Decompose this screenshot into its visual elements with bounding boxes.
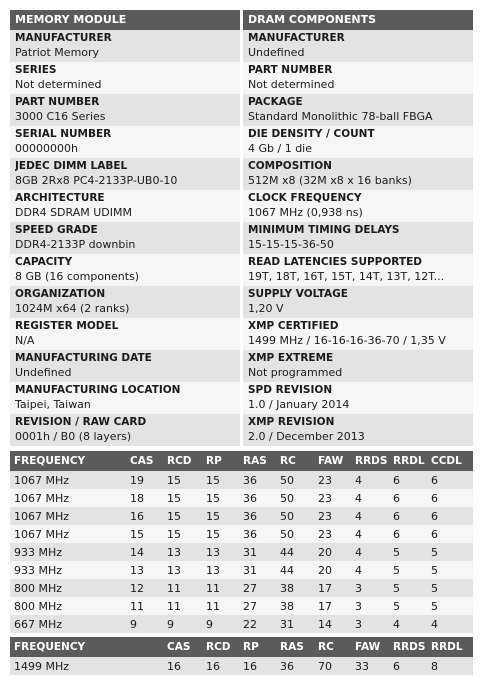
dram-field-value: Not determined: [248, 78, 335, 91]
module-field-row: [10, 190, 240, 222]
module-field-value: 0001h / B0 (8 layers): [15, 430, 132, 443]
jedec-timing-cell: 4: [351, 507, 389, 525]
xmp-timing-cell: 16: [202, 657, 239, 675]
jedec-timing-cell: 13: [163, 543, 202, 561]
dram-field-row: [243, 190, 473, 222]
jedec-timing-cell: 13: [202, 561, 239, 579]
module-field-row: [10, 286, 240, 318]
jedec-timing-cell: 38: [276, 579, 314, 597]
jedec-timing-cell: 4: [351, 525, 389, 543]
jedec-timing-cell: 36: [239, 507, 276, 525]
jedec-timing-column-header: CCDL: [427, 451, 473, 471]
jedec-timing-cell: 44: [276, 543, 314, 561]
jedec-timing-cell: 18: [126, 489, 163, 507]
jedec-timing-row: [10, 489, 473, 507]
jedec-timing-cell: 4: [389, 615, 427, 633]
xmp-timing-column-header: FREQUENCY: [10, 637, 126, 657]
jedec-timing-cell: 1067 MHz: [10, 489, 126, 507]
jedec-timing-cell: 15: [163, 489, 202, 507]
jedec-timing-cell: 5: [427, 543, 473, 561]
module-field-row: [10, 222, 240, 254]
jedec-timing-cell: 17: [314, 579, 351, 597]
jedec-timing-cell: 1067 MHz: [10, 471, 126, 489]
jedec-timing-cell: 27: [239, 597, 276, 615]
dram-field-value: 1,20 V: [248, 302, 284, 315]
jedec-timing-cell: 38: [276, 597, 314, 615]
jedec-timing-cell: 5: [427, 579, 473, 597]
jedec-timing-column-header: CAS: [126, 451, 163, 471]
dram-field-value: 19T, 18T, 16T, 15T, 14T, 13T, 12T...: [248, 270, 445, 283]
jedec-timing-cell: 12: [126, 579, 163, 597]
dram-field-label: MANUFACTURER: [248, 32, 345, 44]
dram-field-row: [243, 126, 473, 158]
module-field-row: [10, 318, 240, 350]
module-field-value: 8GB 2Rx8 PC4-2133P-UB0-10: [15, 174, 178, 187]
dram-field-value: 4 Gb / 1 die: [248, 142, 313, 155]
jedec-timing-cell: 933 MHz: [10, 561, 126, 579]
module-field-row: [10, 382, 240, 414]
dram-field-row: [243, 254, 473, 286]
dram-field-value: Undefined: [248, 46, 305, 59]
jedec-timing-cell: 5: [389, 543, 427, 561]
jedec-timing-cell: 17: [314, 597, 351, 615]
dram-field-label: CLOCK FREQUENCY: [248, 192, 362, 204]
jedec-timing-cell: 50: [276, 525, 314, 543]
dram-field-value: 1499 MHz / 16-16-16-36-70 / 1,35 V: [248, 334, 446, 347]
jedec-timing-cell: 50: [276, 507, 314, 525]
jedec-timing-cell: 14: [126, 543, 163, 561]
module-field-label: MANUFACTURER: [15, 32, 112, 44]
jedec-timing-cell: 22: [239, 615, 276, 633]
dram-field-label: SUPPLY VOLTAGE: [248, 288, 348, 300]
jedec-timing-cell: 31: [276, 615, 314, 633]
xmp-timing-cell: 1499 MHz: [10, 657, 126, 675]
memory-module-header: MEMORY MODULE: [10, 10, 240, 30]
module-field-value: Taipei, Taiwan: [15, 398, 91, 411]
jedec-timing-column-header: RRDL: [389, 451, 427, 471]
dram-field-row: [243, 318, 473, 350]
jedec-timing-cell: 11: [202, 579, 239, 597]
jedec-timing-cell: 23: [314, 507, 351, 525]
xmp-timing-column-header: RC: [314, 637, 351, 657]
jedec-timing-cell: 15: [163, 507, 202, 525]
jedec-timing-cell: 3: [351, 615, 389, 633]
module-field-row: [10, 158, 240, 190]
module-field-label: CAPACITY: [15, 256, 73, 268]
jedec-timing-cell: 15: [202, 489, 239, 507]
jedec-timing-cell: 4: [427, 615, 473, 633]
module-field-row: [10, 62, 240, 94]
dram-field-row: [243, 350, 473, 382]
jedec-timing-cell: 933 MHz: [10, 543, 126, 561]
dram-field-label: MINIMUM TIMING DELAYS: [248, 224, 400, 236]
dram-field-label: PART NUMBER: [248, 64, 333, 76]
xmp-timing-table: [10, 637, 473, 675]
module-field-row: [10, 350, 240, 382]
jedec-timing-cell: 13: [126, 561, 163, 579]
module-field-label: ORGANIZATION: [15, 288, 106, 300]
dram-field-label: XMP EXTREME: [248, 352, 334, 364]
dram-field-row: [243, 222, 473, 254]
module-field-value: N/A: [15, 334, 35, 347]
module-field-label: ARCHITECTURE: [15, 192, 105, 204]
jedec-timing-cell: 15: [202, 471, 239, 489]
jedec-timing-cell: 800 MHz: [10, 579, 126, 597]
jedec-timing-column-header: RP: [202, 451, 239, 471]
jedec-timing-cell: 5: [427, 597, 473, 615]
jedec-timing-cell: 11: [163, 597, 202, 615]
xmp-timing-cell: 36: [276, 657, 314, 675]
xmp-timing-column-header: CAS: [163, 637, 202, 657]
dram-components-column: [243, 10, 473, 446]
jedec-timing-cell: 36: [239, 525, 276, 543]
jedec-timing-cell: 36: [239, 471, 276, 489]
jedec-timing-column-header: FAW: [314, 451, 351, 471]
module-field-value: Undefined: [15, 366, 72, 379]
jedec-timing-cell: 11: [126, 597, 163, 615]
xmp-timing-cell: 70: [314, 657, 351, 675]
module-field-value: Not determined: [15, 78, 102, 91]
jedec-timing-row: [10, 615, 473, 633]
jedec-timing-cell: 15: [202, 525, 239, 543]
jedec-timing-cell: 5: [389, 597, 427, 615]
xmp-timing-cell: [126, 657, 163, 675]
jedec-timing-cell: 50: [276, 489, 314, 507]
xmp-timing-header-row: [10, 637, 473, 657]
jedec-timing-cell: 11: [202, 597, 239, 615]
xmp-timing-column-header: RRDS: [389, 637, 427, 657]
xmp-timing-cell: 6: [389, 657, 427, 675]
jedec-timing-column-header: RC: [276, 451, 314, 471]
module-field-value: DDR4-2133P downbin: [15, 238, 136, 251]
jedec-timing-cell: 16: [126, 507, 163, 525]
jedec-timing-cell: 15: [163, 525, 202, 543]
jedec-timing-cell: 1067 MHz: [10, 507, 126, 525]
dram-field-row: [243, 286, 473, 318]
dram-field-value: 1.0 / January 2014: [248, 398, 350, 411]
jedec-timing-cell: 36: [239, 489, 276, 507]
jedec-timing-cell: 13: [163, 561, 202, 579]
jedec-timing-column-header: RAS: [239, 451, 276, 471]
jedec-timing-cell: 6: [427, 471, 473, 489]
jedec-timing-cell: 15: [126, 525, 163, 543]
module-field-value: DDR4 SDRAM UDIMM: [15, 206, 132, 219]
jedec-timing-cell: 20: [314, 561, 351, 579]
jedec-timing-cell: 15: [202, 507, 239, 525]
dram-field-label: DIE DENSITY / COUNT: [248, 128, 375, 140]
jedec-timing-cell: 6: [427, 525, 473, 543]
dram-field-value: 15-15-15-36-50: [248, 238, 334, 251]
dram-field-value: 1067 MHz (0,938 ns): [248, 206, 363, 219]
dram-field-label: PACKAGE: [248, 96, 303, 108]
module-field-row: [10, 94, 240, 126]
module-field-label: REGISTER MODEL: [15, 320, 119, 332]
dram-field-row: [243, 382, 473, 414]
jedec-timing-cell: 9: [202, 615, 239, 633]
jedec-timing-cell: 14: [314, 615, 351, 633]
module-field-label: PART NUMBER: [15, 96, 100, 108]
dram-field-row: [243, 414, 473, 446]
jedec-timing-cell: 31: [239, 543, 276, 561]
jedec-timing-cell: 6: [427, 489, 473, 507]
memory-module-column: [10, 10, 240, 446]
jedec-timing-cell: 27: [239, 579, 276, 597]
dram-field-label: READ LATENCIES SUPPORTED: [248, 256, 422, 268]
module-field-value: 3000 C16 Series: [15, 110, 106, 123]
spd-info-grid: [10, 10, 473, 446]
jedec-timing-column-header: FREQUENCY: [10, 451, 126, 471]
jedec-timing-row: [10, 543, 473, 561]
jedec-timing-cell: 6: [389, 489, 427, 507]
jedec-timing-row: [10, 525, 473, 543]
module-field-row: [10, 254, 240, 286]
jedec-timing-table: [10, 451, 473, 633]
jedec-timing-cell: 3: [351, 597, 389, 615]
jedec-timing-cell: 800 MHz: [10, 597, 126, 615]
jedec-timing-cell: 5: [389, 579, 427, 597]
dram-field-label: COMPOSITION: [248, 160, 332, 172]
xmp-timing-column-header: RP: [239, 637, 276, 657]
jedec-timing-cell: 4: [351, 489, 389, 507]
dram-field-label: XMP CERTIFIED: [248, 320, 339, 332]
jedec-timing-cell: 5: [389, 561, 427, 579]
dram-field-value: 2.0 / December 2013: [248, 430, 365, 443]
jedec-timing-cell: 13: [202, 543, 239, 561]
jedec-timing-cell: 23: [314, 525, 351, 543]
xmp-timing-column-header: [126, 637, 163, 657]
jedec-timing-cell: 9: [126, 615, 163, 633]
module-field-row: [10, 126, 240, 158]
jedec-timing-cell: 6: [427, 507, 473, 525]
xmp-timing-column-header: FAW: [351, 637, 389, 657]
module-field-label: SERIES: [15, 64, 57, 76]
jedec-timing-cell: 20: [314, 543, 351, 561]
module-field-row: [10, 414, 240, 446]
jedec-timing-cell: 6: [389, 507, 427, 525]
module-field-label: SERIAL NUMBER: [15, 128, 112, 140]
xmp-timing-cell: 16: [239, 657, 276, 675]
xmp-timing-cell: 8: [427, 657, 473, 675]
xmp-timing-column-header: RCD: [202, 637, 239, 657]
jedec-timing-cell: 31: [239, 561, 276, 579]
jedec-timing-cell: 4: [351, 561, 389, 579]
xmp-timing-row: [10, 657, 473, 675]
jedec-timing-cell: 6: [389, 471, 427, 489]
jedec-timing-cell: 15: [163, 471, 202, 489]
module-field-label: REVISION / RAW CARD: [15, 416, 147, 428]
jedec-timing-cell: 50: [276, 471, 314, 489]
dram-field-row: [243, 30, 473, 62]
jedec-timing-cell: 23: [314, 471, 351, 489]
jedec-timing-cell: 1067 MHz: [10, 525, 126, 543]
jedec-timing-cell: 23: [314, 489, 351, 507]
dram-field-value: Standard Monolithic 78-ball FBGA: [248, 110, 433, 123]
module-field-value: Patriot Memory: [15, 46, 100, 59]
module-field-value: 8 GB (16 components): [15, 270, 140, 283]
jedec-timing-column-header: RCD: [163, 451, 202, 471]
xmp-timing-cell: 16: [163, 657, 202, 675]
dram-field-row: [243, 62, 473, 94]
dram-components-header: DRAM COMPONENTS: [243, 10, 473, 30]
dram-field-value: Not programmed: [248, 366, 343, 379]
jedec-timing-cell: 9: [163, 615, 202, 633]
jedec-timing-cell: 6: [389, 525, 427, 543]
xmp-timing-column-header: RAS: [276, 637, 314, 657]
jedec-timing-row: [10, 471, 473, 489]
dram-field-label: XMP REVISION: [248, 416, 335, 428]
jedec-timing-cell: 19: [126, 471, 163, 489]
jedec-timing-row: [10, 561, 473, 579]
xmp-timing-column-header: RRDL: [427, 637, 473, 657]
xmp-timing-cell: 33: [351, 657, 389, 675]
jedec-timing-cell: 4: [351, 543, 389, 561]
module-field-label: JEDEC DIMM LABEL: [15, 160, 128, 172]
dram-field-row: [243, 94, 473, 126]
module-field-label: MANUFACTURING LOCATION: [15, 384, 181, 396]
jedec-timing-column-header: RRDS: [351, 451, 389, 471]
module-field-row: [10, 30, 240, 62]
jedec-timing-header-row: [10, 451, 473, 471]
jedec-timing-cell: 44: [276, 561, 314, 579]
jedec-timing-cell: 4: [351, 471, 389, 489]
jedec-timing-cell: 5: [427, 561, 473, 579]
module-field-label: SPEED GRADE: [15, 224, 98, 236]
jedec-timing-row: [10, 579, 473, 597]
jedec-timing-cell: 3: [351, 579, 389, 597]
jedec-timing-row: [10, 597, 473, 615]
dram-field-row: [243, 158, 473, 190]
jedec-timing-cell: 11: [163, 579, 202, 597]
jedec-timing-row: [10, 507, 473, 525]
dram-field-value: 512M x8 (32M x8 x 16 banks): [248, 174, 412, 187]
module-field-value: 00000000h: [15, 142, 78, 155]
dram-field-label: SPD REVISION: [248, 384, 333, 396]
jedec-timing-cell: 667 MHz: [10, 615, 126, 633]
module-field-label: MANUFACTURING DATE: [15, 352, 152, 364]
module-field-value: 1024M x64 (2 ranks): [15, 302, 130, 315]
